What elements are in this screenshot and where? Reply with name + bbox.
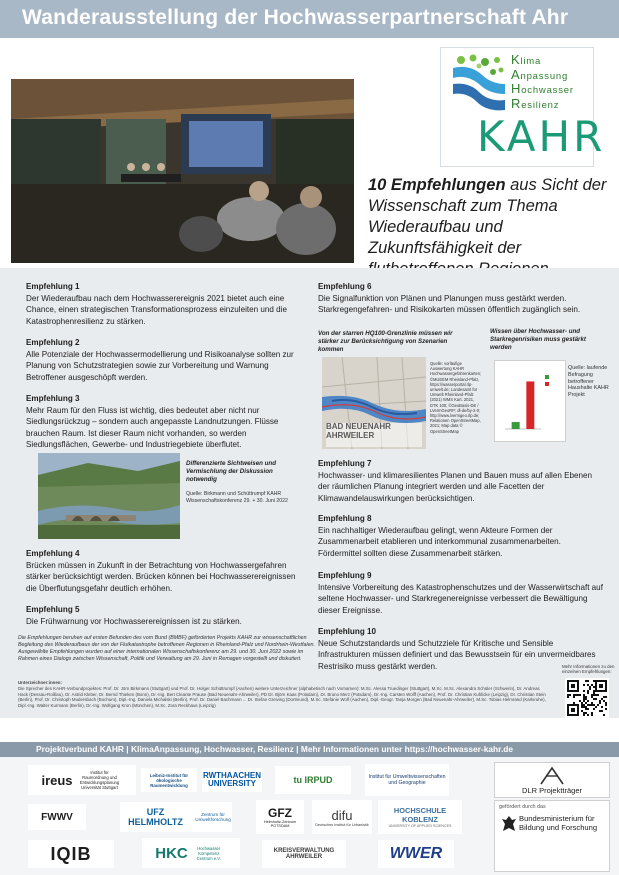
kahr-logo: [440, 47, 606, 167]
partner-logo-iqib: [28, 840, 114, 868]
map-place-label: BAD NEUENAHR AHRWEILER: [326, 422, 391, 440]
survey-bar: [526, 381, 534, 429]
qr-module: [597, 694, 599, 696]
recommendation-6: [318, 281, 603, 316]
qr-module: [591, 714, 593, 716]
recommendation-9: [318, 570, 603, 616]
partner-name: WWER: [389, 845, 443, 862]
recommendation-text: Mehr Raum für den Fluss ist wichtig, dies bedeutet aber nicht nur Siedlungsrückzug – sondern auch angepasste Landnutzungen. Flüsse brauchen Raum. Ist dieser Raum nicht vorhanden, so werden Siedlungsflächen, Gewerbe- und Industriegebiete überflutet.: [26, 406, 279, 449]
qr-module: [591, 702, 593, 704]
partner-logo-kreisverwaltung: [262, 840, 346, 868]
partner-name: KREISVERWALTUNG AHRWEILER: [273, 848, 335, 860]
recommendation-heading: Empfehlung 9: [318, 571, 372, 580]
recommendation-heading: Empfehlung 5: [26, 605, 80, 614]
qr-module: [587, 680, 589, 682]
contributors-label: Unterzeichner:innen:: [18, 680, 62, 685]
survey-legend-swatch: [545, 382, 549, 386]
qr-module: [601, 698, 603, 700]
conference-photo: [11, 79, 354, 263]
recommendation-text: Die Signalfunktion von Plänen und Planungen muss gestärkt werden. Starkregengefahren- und Risikokarten müssen öffentlich zugänglich sein.: [318, 294, 581, 315]
partner-name: HOCHSCHULE KOBLENZ: [393, 806, 447, 824]
partner-sub: UNIVERSITY OF APPLIED SCIENCES: [388, 824, 452, 828]
bridge-caption: Differenzierte Sichtweisen und Vermischlung der Diskussion notwendig: [186, 460, 276, 483]
qr-module: [591, 704, 593, 706]
partner-name: HKC: [155, 844, 188, 862]
recommendation-4: [26, 548, 301, 594]
dlr-logo: [494, 762, 610, 798]
qr-module: [585, 708, 587, 710]
contributors-text: Die Sprecher des KAHR-Verbundprojektes: Prof. Dr. Jörn Birkmann (Stuttgart) und Prof. Dr. Holger Schüttrumpf (Aachen) weitere Unterzeichner (alphabetisch nach Vornamen): M.Sc. Alessa Truedinger (Stuttgart), M.Sc. M.Sc. Alexandra Schüler (Schwerin), Dr. Andreas Hack (Dessau-Roßlau), Dr. Astrid Kleber, Dr. Bernd Thieken (Bonn), Dr.-Ing. Bert Cleante Prause (Bad Neuenahr-Ahrweiler), PD Dr. Björn Kaas (Potsdam), Dr. Bruno Merz (Potsdam), Dr.-Ing. Carsten Wolff (Aachen), Prof. Dr. Christian Kuhlicke (Leipzig), Dr. Christian Stein (Berlin), Prof. Dr. Christoph Mudersbach (Bochum), Dipl.-Ing. Daniela Michalski (Berlin), Prof. Dr. Daniel Bachmann ... Dr. Stefan Greiving (Dortmund), M.Sc. Stefanie Wolf (Aachen), Dipl.-Geogr. Tanja Morgen (Bad Neuenahr-Ahrweiler), M.Sc. Tobias Helmrand (Karlsruhe), Dipl.-Ing. Walter Kurmann (Berlin), Dr.-Ing. Wolfgang Kron (München), M.Sc. Zora Reckhaus (Leipzig): [18, 685, 546, 709]
qr-module: [595, 698, 597, 700]
qr-module: [569, 694, 571, 696]
bmbf-logo: [494, 800, 610, 872]
qr-module: [593, 690, 595, 692]
map-source: Quelle: vorläufige Auswertung KAHR Hochwassergefahrenkarten; ©MUEEM Rheinland-Pfalz, https://wasserportal.rlp-umwelt.de; Landesamt für Umwelt Rheinland-Pfalz (2021) WMS Kart. 2021, DTK 100; ©GeoBasis-DE / LVermGeoRP; dl-de/by-2-0; http://www.lvermgeo.rlp.de; Relationen OpenStreetMap, 2021; Map data © OpenStreetMap: [430, 361, 482, 434]
qr-module: [585, 712, 587, 714]
qr-module: [573, 702, 575, 704]
tagline-rest: aus Sicht der Wissenschaft zum Thema Wiederaufbau und Zukunftsfähigkeit der: [368, 176, 607, 257]
partner-logo-ioer: [141, 768, 197, 792]
partner-name: ireus: [41, 772, 73, 788]
partner-name: difu: [331, 807, 353, 823]
qr-module: [585, 702, 587, 704]
qr-module: [585, 680, 587, 682]
qr-module: [579, 700, 581, 702]
qr-module: [605, 708, 607, 710]
qr-module: [589, 688, 591, 690]
qr-module: [583, 690, 585, 692]
qr-module: [599, 700, 601, 702]
qr-module: [585, 706, 587, 708]
qr-label: Mehr Informationen zu den einzelnen Empfehlungen:: [562, 664, 615, 675]
qr-module: [583, 696, 585, 698]
partner-logo-tu-dortmund: [275, 766, 351, 794]
recommendation-heading: Empfehlung 4: [26, 549, 80, 558]
qr-module: [585, 698, 587, 700]
qr-module: [583, 712, 585, 714]
recommendation-heading: Empfehlung 2: [26, 338, 80, 347]
recommendation-text: Die Frühwarnung vor Hochwasserereignissen ist zu stärken.: [26, 617, 242, 627]
partner-sub: Zentrum für Umweltforschung: [195, 812, 231, 822]
recommendation-2: [26, 337, 301, 383]
partner-name: RWTHAACHEN UNIVERSITY: [202, 771, 262, 788]
survey-bar: [512, 422, 520, 429]
qr-module: [581, 710, 583, 712]
recommendation-7: [318, 458, 603, 504]
recommendation-heading: Empfehlung 10: [318, 627, 377, 636]
qr-module: [599, 684, 603, 688]
qr-module: [603, 714, 605, 716]
qr-module: [591, 712, 593, 714]
qr-module: [591, 696, 593, 698]
recommendation-heading: Empfehlung 1: [26, 282, 80, 291]
recommendation-heading: Empfehlung 8: [318, 514, 372, 523]
tagline-bold: 10 Empfehlungen: [368, 176, 506, 194]
qr-module: [581, 704, 583, 706]
recommendation-text: Intensive Vorbereitung des Katastrophenschutzes und der Wasserwirtschaft auf seltene Hochwasser- und Starkregenereignisse verbessert die Bewältigung dieser Ereignisse.: [318, 583, 603, 615]
recommendation-heading: Empfehlung 6: [318, 282, 372, 291]
partner-sub: Helmholtz-Zentrum POTSDAM: [263, 820, 297, 828]
qr-module: [595, 706, 597, 708]
partner-name: Leibniz-Institut für ökologische Raumentwicklung: [149, 772, 189, 788]
qr-module: [587, 690, 589, 692]
partner-sub: Deutsches Institut für Urbanistik: [315, 822, 369, 827]
qr-module: [597, 704, 599, 706]
logo-line: Anpassung: [511, 66, 569, 82]
dlr-label: DLR Projektträger: [521, 786, 583, 795]
kahr-logo-icon: [451, 54, 507, 112]
partner-logo-ireus: [28, 765, 136, 795]
qr-module: [583, 714, 585, 716]
qr-module: [573, 696, 575, 698]
logo-line: Hochwasser: [511, 81, 574, 96]
partner-logo-hkc: [142, 838, 240, 868]
qr-module: [605, 696, 607, 698]
partner-name: GFZ: [268, 806, 292, 820]
qr-module: [571, 708, 575, 712]
qr-module: [591, 694, 593, 696]
qr-module: [589, 704, 591, 706]
survey-source: Quelle: laufende Befragung betroffener Haushalte KAHR Projekt: [568, 365, 609, 399]
partner-name: tu IRPUD: [293, 775, 333, 785]
qr-module: [583, 684, 585, 686]
partner-logo-difu: [312, 800, 372, 834]
qr-module: [593, 698, 595, 700]
tagline: [368, 175, 608, 280]
qr-module: [583, 704, 585, 706]
recommendation-text: Ein nachhaltiger Wiederaufbau gelingt, wenn Akteure Formen der Zusammenarbeit etablieren und interkommunal zusammenarbeiten. Fördermittel sollten diese Zusammenarbeit stärken.: [318, 526, 561, 558]
qr-module: [581, 706, 583, 708]
qr-module: [587, 692, 589, 694]
logo-line: Klima: [511, 52, 542, 67]
funding-label: gefördert durch das: [499, 804, 546, 810]
qr-module: [575, 694, 577, 696]
partner-logo-wwer: [378, 840, 454, 868]
federal-eagle-icon: [501, 815, 517, 833]
qr-module: [593, 704, 595, 706]
qr-code-icon[interactable]: [565, 678, 609, 718]
qr-module: [593, 694, 595, 696]
recommendation-text: Neue Schutzstandards und Schutzziele für Kritische und Sensible Infrastrukturen müssen definiert und das Bewusstsein für ein unvermeidbares Restrisiko muss gestärkt werden.: [318, 639, 596, 671]
footer-text[interactable]: Projektverbund KAHR | KlimaAnpassung, Hochwasser, Resilienz | Mehr Informationen unter https://hochwasser-kahr.de: [36, 744, 514, 754]
bridge-photo: [38, 453, 180, 539]
logo-line: Resilienz: [511, 95, 560, 111]
qr-module: [587, 684, 589, 686]
qr-module: [587, 704, 589, 706]
qr-module: [587, 714, 589, 716]
conference-photo-illustration: [11, 79, 354, 263]
partner-logo-fwwv: [28, 804, 86, 830]
qr-module: [571, 684, 575, 688]
recommendation-5: [26, 604, 301, 627]
partner-logo-gfz: [256, 800, 304, 834]
partner-logo-hs-koblenz: [378, 800, 462, 834]
bridge-source: Quelle: Birkmann und Schüttrumpf KAHR Wissenschaftskonferenz 29. + 30. Juni 2022: [186, 491, 288, 504]
qr-module: [603, 696, 605, 698]
disclaimer-text: Die Empfehlungen beruhen auf ersten Befunden des vom Bund (BMBF) geförderten Projekts KAHR zur wissenschaftlichen Begleitung des Wiederaufbaus der von der Flutkatastrophe betroffenen Regionen in Rheinland-Pfalz und Nordrhein-Westfalen. Ausgewählte Empfehlungen wurden auf einer internationalen Wissenschaftskonferenz am 29. und 30. Juni 2022 sowie im Rahmen eines Dialogs zwischen Wissenschaft, Politik und Verwaltung am 29. Juni in Remagen vorgestellt und diskutiert.: [18, 635, 315, 662]
recommendation-heading: Empfehlung 3: [26, 394, 80, 403]
recommendation-text: Hochwasser- und klimaresilientes Planen und Bauen muss auf allen Ebenen der räumlichen Planung integriert werden und alle Facetten der Klimawandelauswirkungen berücksichtigen.: [318, 471, 592, 503]
qr-module: [589, 686, 591, 688]
survey-chart-svg: [495, 361, 565, 441]
map-caption: Von der starren HQ100-Grenzlinie müssen wir stärker zur Berücksichtigung von Szenarien kommen: [318, 330, 453, 353]
qr-module: [595, 694, 597, 696]
qr-module: [587, 700, 589, 702]
qr-module: [591, 684, 593, 686]
recommendation-3: [26, 393, 301, 450]
recommendation-text: Brücken müssen in Zukunft in der Betrachtung von Hochwassergefahren stärker berücksichtigt werden. Brücken können bei Hochwasserereignissen die Überflutungsgefahr deutlich erhöhen.: [26, 561, 296, 593]
survey-chart: [494, 360, 566, 442]
ministry-name: Bundesministerium für Bildung und Forschung: [519, 814, 598, 832]
partner-name: FWWV: [41, 811, 73, 823]
bridge-photo-illustration: [38, 453, 180, 539]
recommendation-8: [318, 513, 603, 559]
partner-sub: Hochwasser Kompetenz Centrum e.V.: [196, 845, 221, 861]
qr-module: [567, 694, 569, 696]
qr-module: [567, 696, 569, 698]
qr-module: [583, 694, 585, 696]
recommendation-text: Alle Potenziale der Hochwassermodellierung und Risikoanalyse sollten zur Planung von Schutzstrategien sowie zur Vorbereitung und Warnung Betroffener ausgeschöpft werden.: [26, 350, 294, 382]
dlr-icon: [539, 766, 565, 786]
recommendation-1: [26, 281, 301, 327]
partner-name: UFZ HELMHOLTZ: [128, 807, 183, 827]
qr-module: [599, 702, 601, 704]
partner-logo-uni-potsdam: [365, 764, 449, 796]
partner-sub: Institut für Raumordnung und Entwicklungsplanung Universität Stuttgart: [79, 770, 120, 790]
qr-module: [603, 700, 605, 702]
partner-name: Institut für Umweltwissenschaften und Geographie: [368, 773, 446, 786]
qr-module: [593, 686, 595, 688]
qr-module: [573, 694, 575, 696]
partner-logo-rwth: [202, 768, 262, 792]
qr-module: [587, 708, 589, 710]
kahr-logo-wordmark: [511, 54, 574, 112]
qr-module: [601, 706, 603, 708]
survey-legend-swatch: [545, 375, 549, 379]
qr-module: [583, 700, 585, 702]
logo-brand: KAHR: [477, 112, 606, 161]
poster-title: Wanderausstellung der Hochwasserpartnerschaft Ahr: [22, 6, 569, 29]
qr-module: [583, 698, 585, 700]
qr-module: [593, 708, 595, 710]
survey-caption: Wissen über Hochwasser- und Starkregenrisiken muss gestärkt werden: [490, 328, 586, 351]
qr-module: [599, 710, 601, 712]
recommendation-text: Der Wiederaufbau nach dem Hochwasserereignis 2021 bietet auch eine Chance, einen strategischen Transformationsprozess einzuleiten und die Katastrophenresilienz zu stärken.: [26, 294, 287, 326]
recommendation-heading: Empfehlung 7: [318, 459, 372, 468]
qr-module: [585, 696, 587, 698]
qr-code-svg: [565, 678, 609, 718]
qr-module: [593, 680, 595, 682]
qr-module: [581, 702, 583, 704]
qr-module: [605, 702, 607, 704]
qr-module: [593, 692, 595, 694]
partner-name: IQIB: [50, 843, 92, 864]
qr-module: [579, 694, 581, 696]
recommendation-10: [318, 626, 603, 672]
qr-module: [605, 704, 607, 706]
qr-module: [583, 706, 585, 708]
qr-module: [577, 694, 579, 696]
contributors-block: [18, 680, 548, 709]
partner-logo-ufz: [120, 802, 232, 832]
qr-module: [601, 710, 603, 712]
